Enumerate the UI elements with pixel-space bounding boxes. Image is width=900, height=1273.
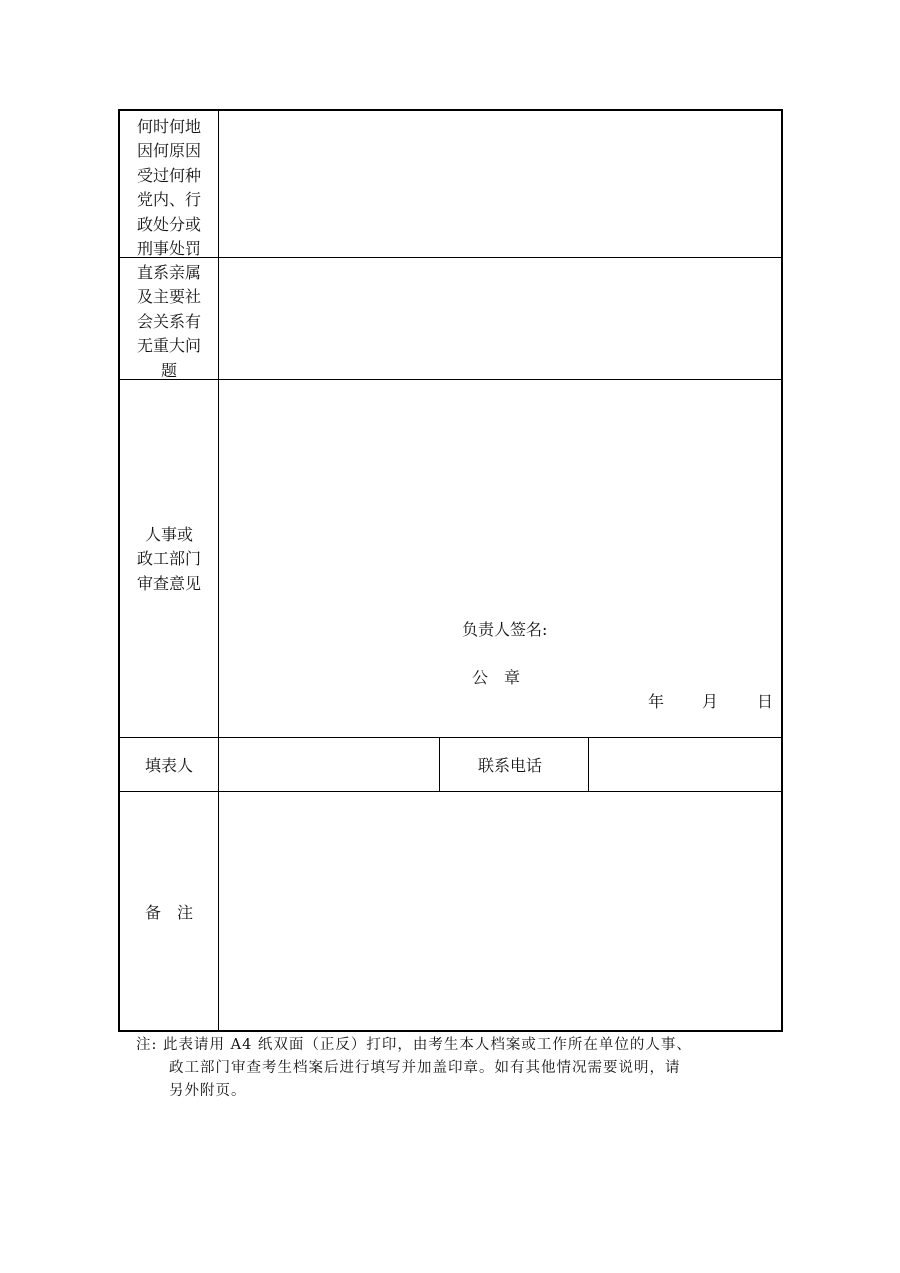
discipline-label-line: 政处分或 <box>136 214 201 234</box>
discipline-label-line: 刑事处罚 <box>136 239 201 259</box>
relatives-label-line: 直系亲属 <box>136 263 201 282</box>
remarks-content-cell[interactable] <box>219 792 781 1030</box>
filler-divider-1 <box>439 738 440 792</box>
footnote <box>136 1034 786 1103</box>
review-label-line: 人事或 <box>144 525 193 544</box>
filler-label: 填表人 <box>144 756 193 775</box>
relatives-label-line: 会关系有 <box>136 311 201 331</box>
relatives-content-cell[interactable] <box>219 258 781 379</box>
footnote-line: 另外附页。 <box>169 1083 247 1099</box>
footnote-line: 注: 此表请用 A4 纸双面（正反）打印，由考生本人档案或工作所在单位的人事、 <box>136 1037 692 1053</box>
review-form-table <box>118 109 783 1032</box>
review-label <box>120 523 218 596</box>
signature-label: 负责人签名: <box>462 620 548 639</box>
discipline-label-line: 何时何地 <box>136 117 201 136</box>
discipline-label <box>120 115 218 261</box>
discipline-label-line: 党内、行 <box>136 190 201 210</box>
relatives-label-line: 及主要社 <box>136 287 201 307</box>
relatives-label-line: 题 <box>160 360 177 380</box>
relatives-label-line: 无重大问 <box>136 336 201 356</box>
filler-name-cell[interactable] <box>219 738 439 791</box>
review-label-line: 审查意见 <box>136 573 201 593</box>
remarks-label: 备 注 <box>144 903 193 922</box>
seal-label: 公 章 <box>472 668 521 687</box>
relatives-label <box>120 261 218 383</box>
discipline-label-line: 因何原因 <box>136 141 201 161</box>
date-year: 年 <box>648 692 665 711</box>
phone-value-cell[interactable] <box>589 738 781 791</box>
date-day: 日 <box>757 692 774 711</box>
date-month: 月 <box>702 692 719 711</box>
review-label-line: 政工部门 <box>136 549 201 569</box>
discipline-content-cell[interactable] <box>219 111 781 257</box>
discipline-label-line: 受过何种 <box>136 165 201 185</box>
footnote-line: 政工部门审查考生档案后进行填写并加盖印章。如有其他情况需要说明，请 <box>169 1060 681 1076</box>
phone-label: 联系电话 <box>478 756 543 775</box>
